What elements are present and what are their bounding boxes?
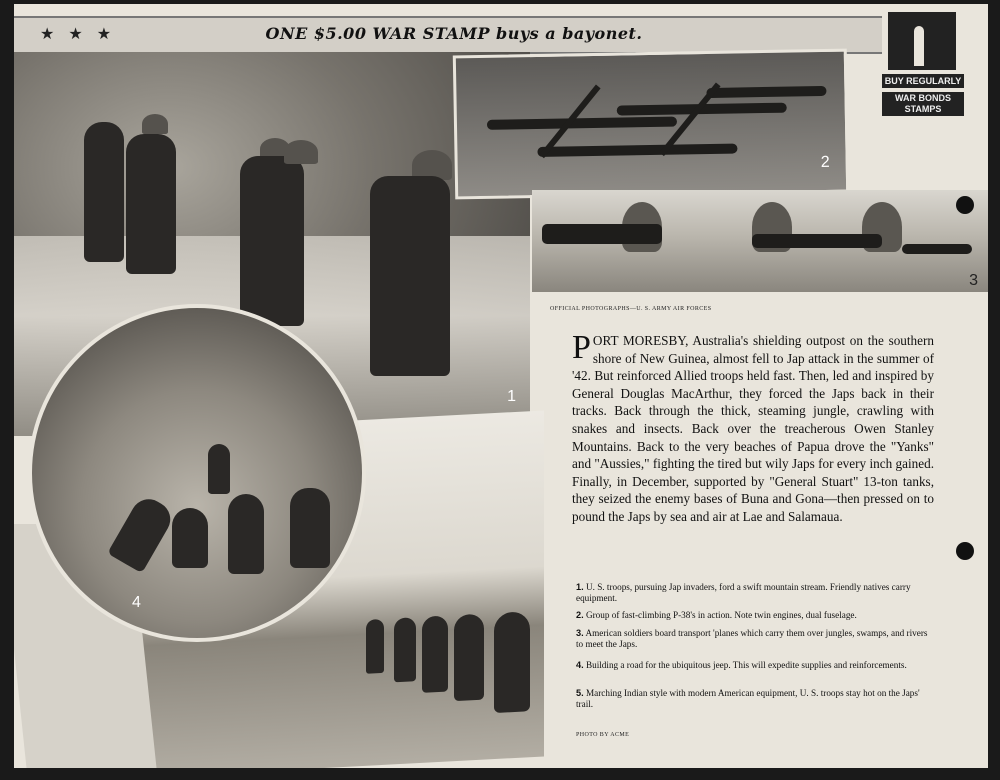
soldier-figure: [422, 616, 448, 693]
plane-icon: [706, 86, 826, 98]
top-banner: [14, 16, 894, 54]
photo-number-3: 3: [969, 272, 978, 289]
photo-p38-planes: [453, 49, 849, 200]
caption-text: Building a road for the ubiquitous jeep. This will expedite supplies and reinforcements.: [585, 660, 907, 670]
soldier-figure: [290, 488, 330, 568]
photo-road-building: [28, 304, 366, 642]
binder-hole: [956, 196, 974, 214]
caption-text: American soldiers board transport 'planes which carry them over jungles, swamps, and rivers to meet the Japs.: [576, 628, 928, 649]
photo-number-4: 4: [132, 594, 141, 611]
caption-5: [576, 688, 936, 710]
caption-text: Group of fast-climbing P-38's in action. Note twin engines, dual fuselage.: [585, 610, 857, 620]
photo-number-1: 1: [507, 388, 516, 405]
caption-2: [576, 610, 936, 621]
stars-icon: ★★★: [40, 24, 126, 43]
soldier-figure: [240, 156, 304, 326]
badge-line-2: WAR BONDS: [895, 93, 951, 103]
plane-icon: [487, 117, 677, 130]
caption-number: 4.: [576, 660, 584, 670]
caption-number: 1.: [576, 582, 584, 592]
soldier-figure: [208, 444, 230, 494]
badge-lines-2-3: [882, 92, 964, 116]
soldier-figure: [84, 122, 124, 262]
badge-line-3: STAMPS: [904, 104, 942, 114]
plane-icon: [902, 244, 972, 254]
war-bonds-badge: [882, 10, 964, 122]
photo-transport-planes: [532, 190, 988, 292]
caption-number: 5.: [576, 688, 584, 698]
binder-hole: [956, 542, 974, 560]
caption-4: [576, 660, 936, 671]
helmet-icon: [284, 140, 318, 164]
plane-icon: [537, 143, 737, 156]
acme-photo-credit: PHOTO BY ACME: [576, 732, 630, 738]
soldier-figure: [494, 611, 530, 713]
story-dropcap: P: [572, 329, 591, 366]
soldier-figure: [172, 508, 208, 568]
badge-line-1: BUY REGULARLY: [882, 74, 964, 88]
plane-icon: [542, 224, 662, 244]
photo-number-2: 2: [820, 153, 830, 172]
flag-icon: [888, 12, 956, 70]
soldier-figure: [366, 619, 384, 674]
soldier-figure: [126, 134, 176, 274]
soldier-figure: [107, 493, 177, 574]
story-text: [572, 329, 934, 526]
plane-icon: [752, 234, 882, 248]
soldier-figure: [454, 614, 484, 702]
caption-text: Marching Indian style with modern American equipment, U. S. troops stay hot on the Japs' trail.: [576, 688, 920, 709]
caption-number: 2.: [576, 610, 584, 620]
banner-headline: ONE $5.00 WAR STAMP buys a bayonet.: [265, 24, 643, 43]
soldier-figure: [394, 617, 416, 682]
helmet-icon: [142, 114, 168, 134]
caption-1: [576, 582, 936, 604]
soldier-figure: [228, 494, 264, 574]
caption-text: U. S. troops, pursuing Jap invaders, ford a swift mountain stream. Friendly natives carry equipment.: [576, 582, 911, 603]
official-photo-credit: OFFICIAL PHOTOGRAPHS—U. S. ARMY AIR FORCES: [550, 306, 712, 312]
soldier-figure: [370, 176, 450, 376]
soldier-silhouette-icon: [914, 26, 924, 66]
story-lead: ORT MORESBY,: [592, 333, 689, 348]
caption-3: [576, 628, 936, 650]
caption-number: 3.: [576, 628, 584, 638]
story-body: Australia's shielding outpost on the southern shore of New Guinea, almost fell to Jap attack in the summer of '42. But reinforced Allied troops held fast. Then, led and inspired by General Douglas MacArthur, they forced the Japs back in their tracks. Back through the thick, steaming jungle, crawling with snakes and insects. Back over the treacherous Owen Stanley Mountains. Back to the very beaches of Papua drove the "Yanks" and "Aussies," fighting the tired but wily Japs for every inch gained. Finally, in December, supported by "General Stuart" 13-ton tanks, they seized the enemy bases of Buna and Gona—then pressed on to pound the Japs by sea and air at Lae and Salamaua.: [572, 333, 934, 524]
album-page: [14, 4, 988, 768]
